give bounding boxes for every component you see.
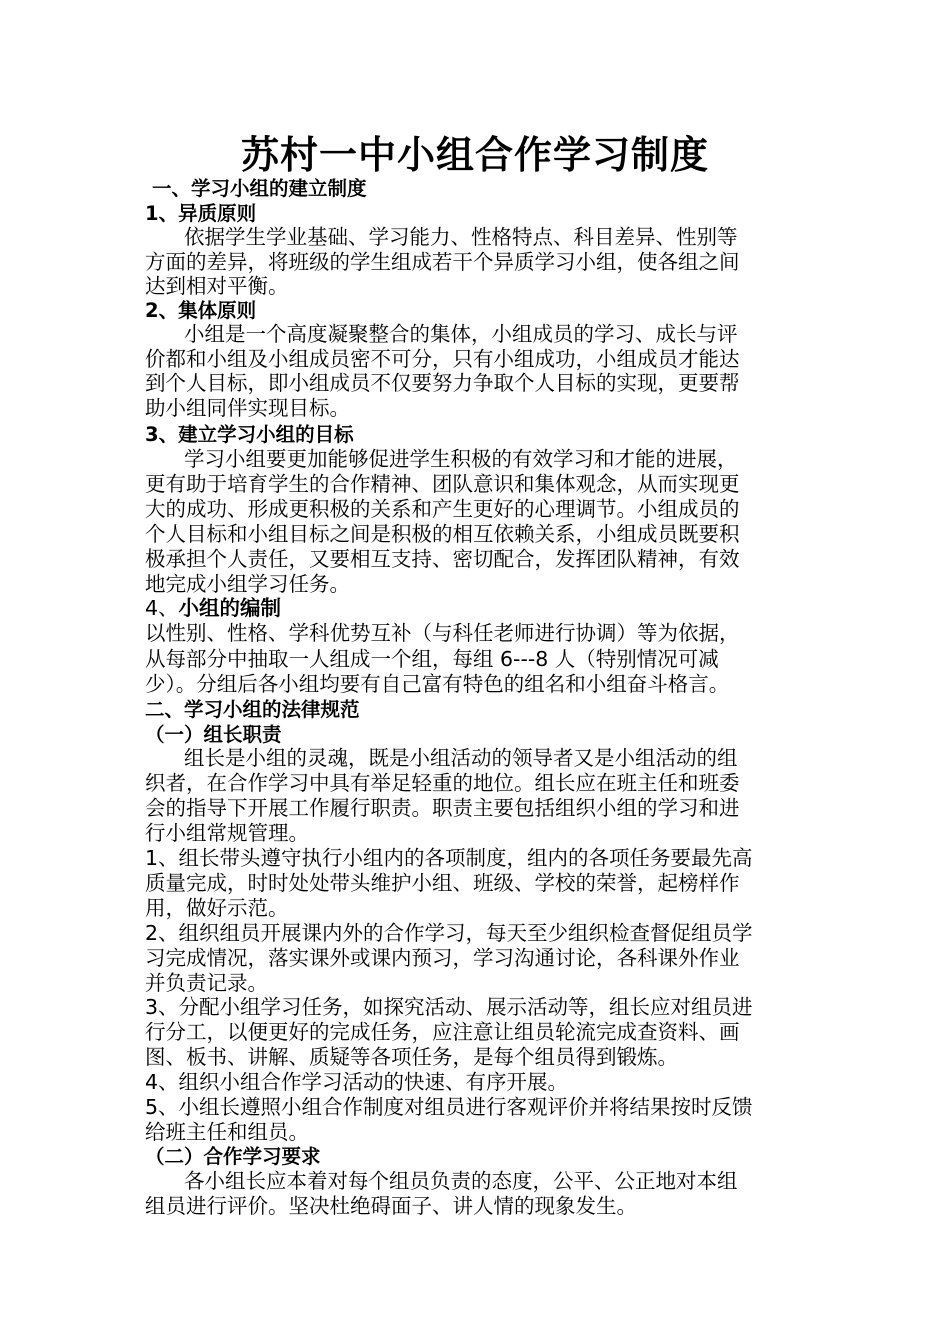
paragraph-line: 达到相对平衡。	[145, 274, 289, 298]
duty-item-line: 行分工，以便更好的完成任务，应注意让组员轮流完成查资料、画	[145, 1020, 740, 1044]
paragraph-line: 方面的差异，将班级的学生组成若干个异质学习小组，使各组之间	[145, 250, 740, 274]
paragraph-line: 少）。分组后各小组均要有自己富有特色的组名和小组奋斗格言。	[145, 672, 730, 696]
paragraph-line: 大的成功、形成更积极的关系和产生更好的心理调节。小组成员的	[145, 497, 740, 521]
paragraph-line: 学习小组要更加能够促进学生积极的有效学习和才能的进展，	[184, 447, 738, 471]
paragraph-line: 地完成小组学习任务。	[145, 572, 350, 596]
paragraph-line: 小组是一个高度凝聚整合的集体，小组成员的学习、成长与评	[184, 322, 738, 346]
paragraph-line: 依据学生学业基础、学习能力、性格特点、科目差异、性别等	[184, 225, 738, 249]
principle-2-heading: 2、集体原则	[145, 299, 257, 322]
section-2-heading: 二、学习小组的法律规范	[145, 698, 360, 721]
paragraph-line: 到个人目标，即小组成员不仅要努力争取个人目标的实现，更要帮	[145, 371, 740, 395]
paragraph-line: 各小组长应本着对每个组员负责的态度，公平、公正地对本组	[184, 1169, 738, 1193]
duty-item-line: 4、组织小组合作学习活动的快速、有序开展。	[145, 1070, 569, 1094]
paragraph-line: 极承担个人责任，又要相互支持、密切配合，发挥团队精神，有效	[145, 547, 740, 571]
duty-item-line: 质量完成，时时处处带头维护小组、班级、学校的荣誉，起榜样作	[145, 871, 740, 895]
duty-item-line: 习完成情况，落实课外或课内预习，学习沟通讨论，各科课外作业	[145, 946, 740, 970]
subsection-1-heading: （一）组长职责	[145, 723, 282, 746]
paragraph-line: 会的指导下开展工作履行职责。职责主要包括组织小组的学习和进	[145, 796, 740, 820]
duty-item-line: 给班主任和组员。	[145, 1120, 309, 1144]
principle-3-heading: 3、建立学习小组的目标	[145, 423, 354, 446]
paragraph-line: 个人目标和小组目标之间是积极的相互依赖关系，小组成员既要积	[145, 522, 740, 546]
duty-item-line: 并负责记录。	[145, 971, 268, 995]
paragraph-line: 组员进行评价。坚决杜绝碍面子、讲人情的现象发生。	[145, 1194, 637, 1218]
principle-4-heading	[145, 596, 281, 621]
principle-4-title: 小组的编制	[178, 596, 282, 620]
paragraph-line: 组长是小组的灵魂，既是小组活动的领导者又是小组活动的组	[184, 746, 738, 770]
document-title: 苏村一中小组合作学习制度	[240, 133, 709, 177]
paragraph-line: 织者，在合作学习中具有举足轻重的地位。组长应在班主任和班委	[145, 771, 740, 795]
duty-item-line: 用，做好示范。	[145, 896, 289, 920]
principle-4-number: 4、	[145, 596, 179, 620]
paragraph-line: 助小组同伴实现目标。	[145, 396, 350, 420]
duty-item-line: 图、板书、讲解、质疑等各项任务，是每个组员得到锻炼。	[145, 1045, 678, 1069]
paragraph-line: 行小组常规管理。	[145, 821, 309, 845]
paragraph-line: 价都和小组及小组成员密不可分，只有小组成功，小组成员才能达	[145, 347, 740, 371]
paragraph-line: 以性别、性格、学科优势互补（与科任老师进行协调）等为依据，	[145, 621, 740, 645]
section-1-heading: 一、学习小组的建立制度	[152, 177, 367, 200]
duty-item-line: 2、组织组员开展课内外的合作学习，每天至少组织检查督促组员学	[145, 921, 753, 945]
paragraph-line: 更有助于培育学生的合作精神、团队意识和集体观念，从而实现更	[145, 472, 740, 496]
duty-item-line: 1、组长带头遵守执行小组内的各项制度，组内的各项任务要最先高	[145, 846, 753, 870]
principle-1-heading: 1、异质原则	[145, 202, 257, 225]
duty-item-line: 5、小组长遵照小组合作制度对组员进行客观评价并将结果按时反馈	[145, 1095, 753, 1119]
paragraph-line: 从每部分中抽取一人组成一个组，每组 6---8 人（特别情况可减	[145, 647, 719, 671]
duty-item-line: 3、分配小组学习任务，如探究活动、展示活动等，组长应对组员进	[145, 995, 753, 1019]
subsection-2-heading: （二）合作学习要求	[145, 1145, 321, 1168]
